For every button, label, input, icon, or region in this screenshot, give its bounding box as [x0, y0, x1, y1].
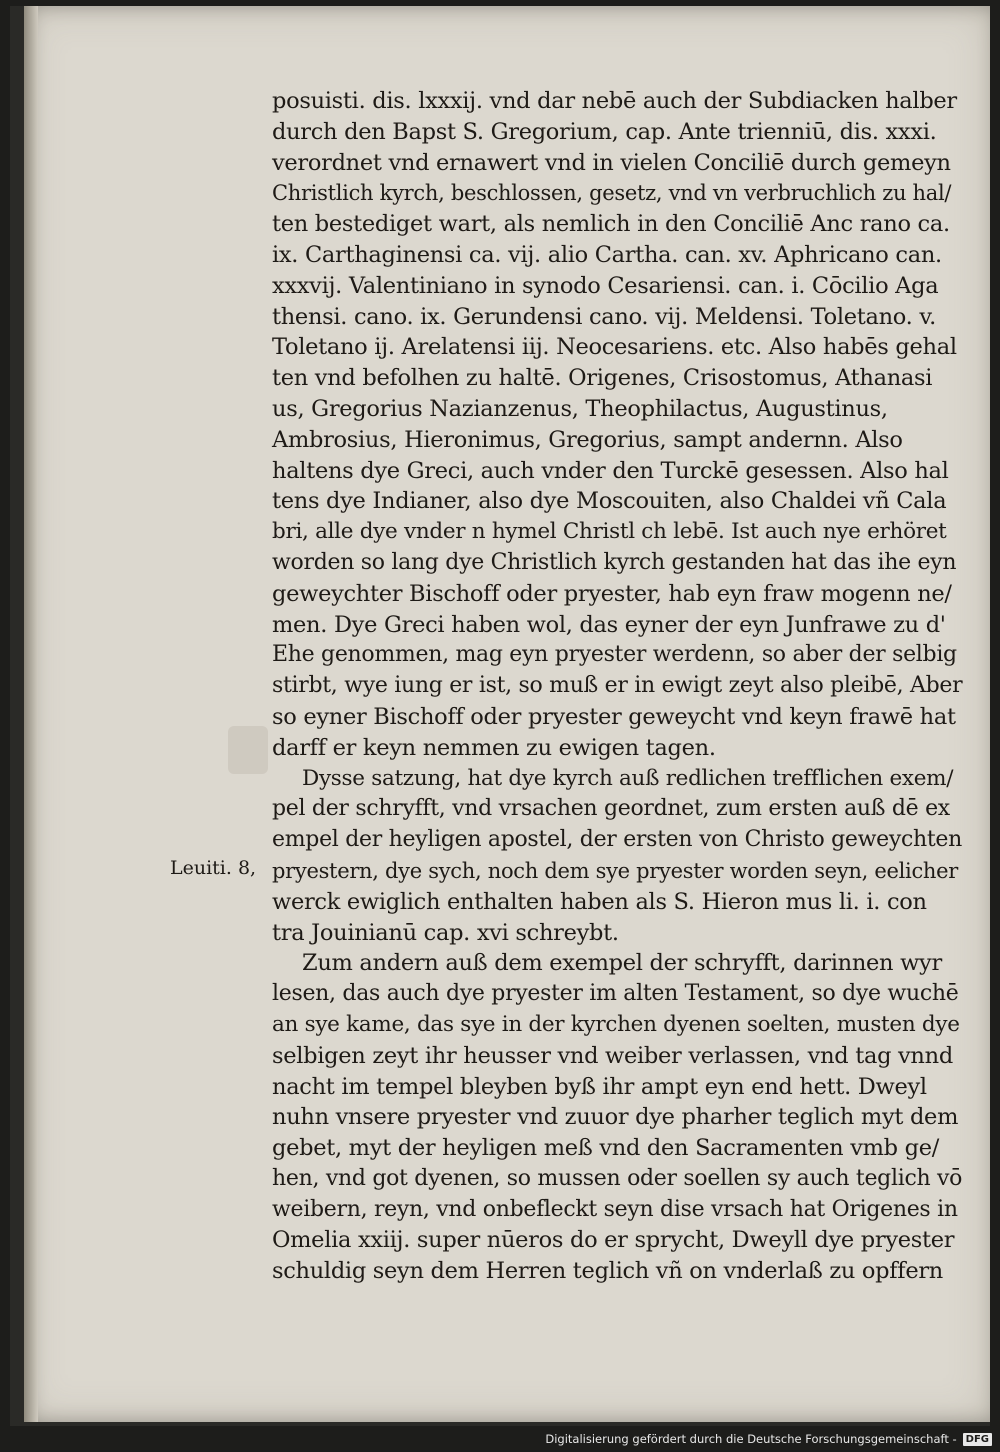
bleed-through-mark: [228, 726, 268, 774]
text-line: stirbt, wye iung er ist, so muß er in ewigt zeyt also pleibē, Aber: [272, 673, 963, 699]
text-line: weibern, reyn, vnd onbefleckt seyn dise vrsach hat Origenes in: [272, 1196, 958, 1222]
text-line: tens dye Indianer, also dye Moscouiten, also Chaldei vñ Cala: [272, 488, 947, 515]
text-line: men. Dye Greci haben wol, das eyner der eyn Junfrawe zu d': [272, 611, 946, 638]
footer-credit: [545, 1430, 992, 1448]
text-line: pryestern, dye sych, noch dem sye pryester worden seyn, eelicher: [272, 858, 958, 883]
text-line: durch den Bapst S. Gregorium, cap. Ante trienniū, dis. xxxi.: [272, 118, 937, 145]
text-line: posuisti. dis. lxxxij. vnd dar nebē auch der Subdiacken halber: [272, 88, 957, 114]
text-line: lesen, das auch dye pryester im alten Testament, so dye wuchē: [272, 981, 959, 1007]
text-line: ix. Carthaginensi ca. vij. alio Cartha. can. xv. Aphricano can.: [272, 241, 942, 268]
text-line: ten bestediget wart, als nemlich in den Conciliē Anc rano ca.: [272, 211, 950, 238]
text-line: worden so lang dye Christlich kyrch gestanden hat das ihe eyn: [272, 549, 957, 575]
paragraph-start-line: Dysse satzung, hat dye kyrch auß redlichen trefflichen exem/: [302, 765, 954, 791]
text-line: pel der schryfft, vnd vrsachen geordnet, zum ersten auß dē ex: [272, 796, 950, 822]
text-line: hen, vnd got dyenen, so mussen oder soellen sy auch teglich vō: [272, 1165, 963, 1191]
text-line: an sye kame, das sye in der kyrchen dyenen soelten, musten dye: [272, 1011, 960, 1037]
text-line: Toletano ij. Arelatensi iij. Neocesariens. etc. Also habēs gehal: [272, 334, 957, 361]
paragraph-start-line: Zum andern auß dem exempel der schryfft, darinnen wyr: [302, 950, 942, 977]
page-gutter-shadow: [24, 6, 38, 1422]
margin-note: Leuiti. 8,: [170, 857, 257, 879]
text-line: verordnet vnd ernawert vnd in vielen Conciliē durch gemeyn: [272, 149, 951, 176]
text-line: darff er keyn nemmen zu ewigen tagen.: [272, 734, 716, 761]
text-line: xxxvij. Valentiniano in synodo Cesariensi. can. i. Cōcilio Aga: [272, 272, 939, 299]
text-line: empel der heyligen apostel, der ersten von Christo geweychten: [272, 827, 963, 853]
text-line: selbigen zeyt ihr heusser vnd weiber verlassen, vnd tag vnnd: [272, 1042, 953, 1069]
text-line: nuhn vnsere pryester vnd zuuor dye pharher teglich myt dem: [272, 1104, 959, 1131]
text-line: haltens dye Greci, auch vnder den Turckē gesessen. Also hal: [272, 457, 949, 484]
text-line: Ehe genommen, mag eyn pryester werdenn, so aber der selbig: [272, 642, 957, 668]
text-line: werck ewiglich enthalten haben als S. Hieron mus li. i. con: [272, 888, 927, 915]
main-text-column: [272, 86, 962, 1287]
text-line: thensi. cano. ix. Gerundensi cano. vij. Meldensi. Toletano. v.: [272, 303, 936, 330]
dfg-logo-icon: DFG: [963, 1433, 992, 1446]
text-line: tra Jouinianū cap. xvi schreybt.: [272, 919, 619, 946]
text-line: gebet, myt der heyligen meß vnd den Sacramenten vmb ge/: [272, 1135, 940, 1162]
text-line: so eyner Bischoff oder pryester geweycht vnd keyn frawē hat: [272, 703, 956, 730]
text-line: Ambrosius, Hieronimus, Gregorius, sampt andernn. Also: [272, 426, 903, 453]
funding-credit-text: Digitalisierung gefördert durch die Deutsche Forschungsgemeinschaft -: [545, 1432, 957, 1446]
text-line: schuldig seyn dem Herren teglich vñ on vnderlaß zu opffern: [272, 1258, 943, 1285]
text-line: Christlich kyrch, beschlossen, gesetz, vnd vn verbruchlich zu hal/: [272, 181, 952, 206]
text-line: nacht im tempel bleyben byß ihr ampt eyn end hett. Dweyl: [272, 1073, 927, 1100]
text-line: us, Gregorius Nazianzenus, Theophilactus, Augustinus,: [272, 395, 888, 422]
text-line: ten vnd befolhen zu haltē. Origenes, Crisostomus, Athanasi: [272, 365, 933, 392]
text-line: bri, alle dye vnder n hymel Christl ch lebē. Ist auch nye erhöret: [272, 519, 947, 545]
text-line: geweychter Bischoff oder pryester, hab eyn fraw mogenn ne/: [272, 580, 952, 607]
text-line: Omelia xxiij. super nūeros do er sprycht, Dweyll dye pryester: [272, 1227, 955, 1254]
